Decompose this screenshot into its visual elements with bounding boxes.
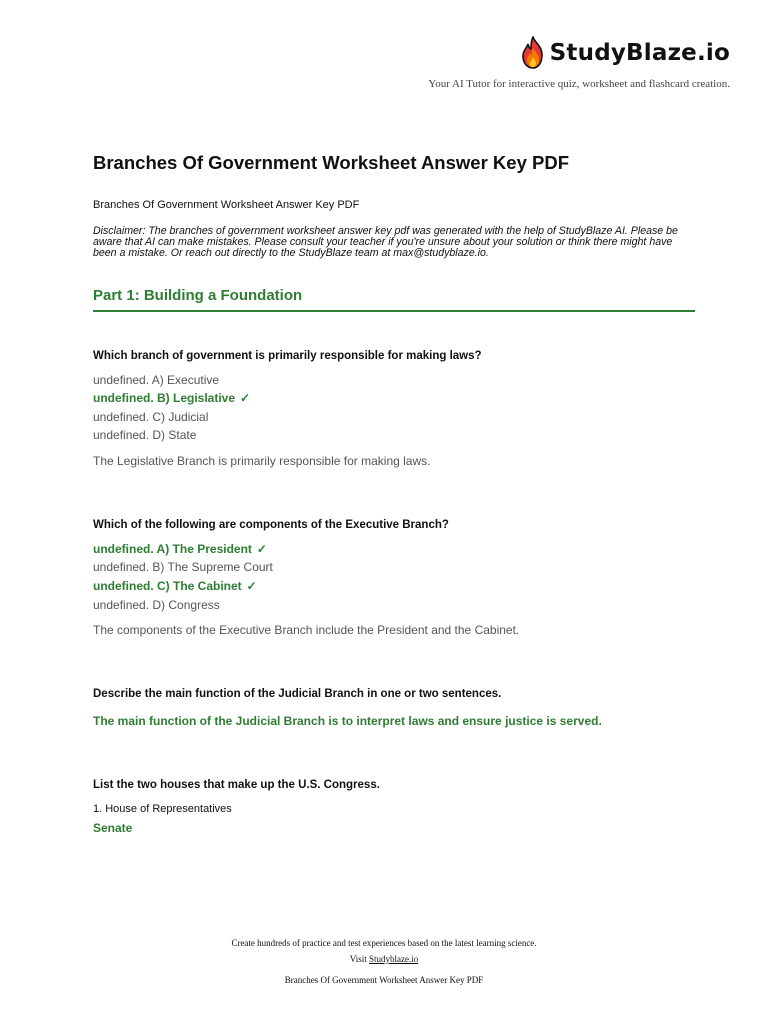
check-icon: ✓ (240, 391, 251, 405)
part-heading: Part 1: Building a Foundation (93, 287, 303, 304)
q1-option-d (93, 428, 196, 442)
brand-tagline: Your AI Tutor for interactive quiz, worksheet and flashcard creation. (428, 78, 730, 90)
q2-option-d (93, 598, 220, 612)
footer-document-name: Branches Of Government Worksheet Answer Key PDF (284, 975, 484, 985)
option-label: undefined. C) The Cabinet (93, 579, 242, 593)
q2-explanation: The components of the Executive Branch include the President and the Cabinet. (93, 623, 520, 637)
studyblaze-link[interactable]: Studyblaze.io (368, 954, 419, 964)
check-icon: ✓ (246, 579, 257, 593)
q4-list-item-1: 1. House of Representatives (93, 803, 232, 815)
document-title: Branches Of Government Worksheet Answer Key PDF (93, 152, 569, 173)
option-label: undefined. C) Judicial (93, 410, 209, 424)
q1-option-b (93, 391, 250, 405)
option-label: undefined. B) Legislative (93, 391, 236, 405)
document-subtitle: Branches Of Government Worksheet Answer Key PDF (93, 199, 360, 211)
question-4: List the two houses that make up the U.S. Congress. (93, 779, 380, 791)
q3-answer: The main function of the Judicial Branch is to interpret laws and ensure justice is served. (93, 714, 602, 728)
q2-option-b (93, 560, 273, 574)
q4-answer: Senate (93, 821, 133, 835)
section-divider (93, 310, 695, 312)
q1-option-a (93, 373, 219, 387)
disclaimer-text: Disclaimer: The branches of government worksheet answer key pdf was generated with the help of StudyBlaze AI. Please be aware that AI can make mistakes. Please consult your teacher if you're unsure about your solution or think there might have been a mistake. Or reach out directly to the StudyBlaze team at max@studyblaze.io. (93, 225, 678, 259)
option-label: undefined. D) Congress (93, 598, 220, 612)
q1-explanation: The Legislative Branch is primarily responsible for making laws. (93, 454, 431, 468)
flame-icon (520, 36, 546, 70)
footer-visit-prefix: Visit (349, 954, 369, 964)
brand-name: StudyBlaze.io (549, 40, 730, 66)
q2-option-a (93, 542, 267, 556)
option-label: undefined. A) The President (93, 542, 252, 556)
option-label: undefined. B) The Supreme Court (93, 560, 273, 574)
question-2: Which of the following are components of the Executive Branch? (93, 519, 449, 531)
option-label: undefined. D) State (93, 428, 197, 442)
brand-logo (520, 36, 730, 70)
check-icon: ✓ (256, 542, 267, 556)
option-label: undefined. A) Executive (93, 373, 220, 387)
question-3: Describe the main function of the Judicial Branch in one or two sentences. (93, 688, 502, 700)
question-1: Which branch of government is primarily responsible for making laws? (93, 350, 482, 362)
q1-option-c (93, 410, 208, 424)
footer-visit (0, 954, 768, 964)
q2-option-c (93, 579, 257, 593)
footer-promo: Create hundreds of practice and test experiences based on the latest learning science. (231, 938, 537, 948)
